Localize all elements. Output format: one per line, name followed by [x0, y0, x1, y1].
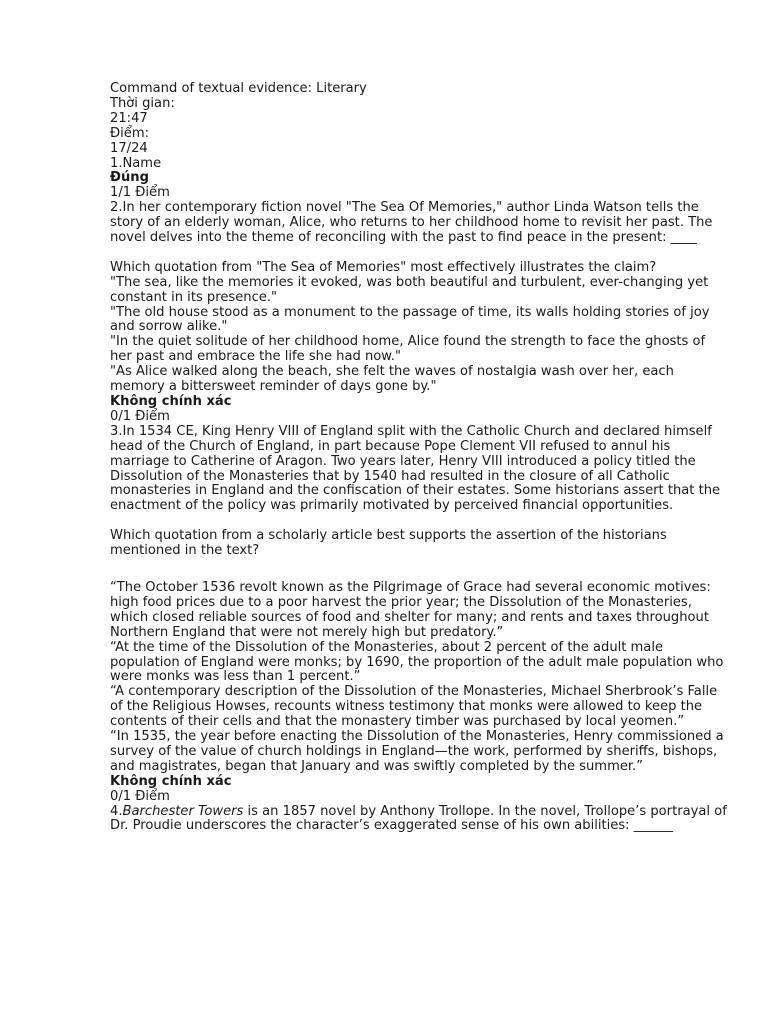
q1-points: 1/1 Điểm	[110, 185, 170, 201]
spacer	[110, 246, 730, 261]
q2-points: 0/1 Điểm	[110, 408, 170, 424]
q1-label: 1.Name	[110, 155, 162, 171]
q4-passage	[110, 805, 730, 835]
q2-option-1: "The sea, like the memories it evoked, was both beautiful and turbulent, ever-changing yet constant in its presence."	[110, 274, 709, 305]
spacer	[110, 514, 730, 529]
q2-passage: 2.In her contemporary fiction novel "The Sea Of Memories," author Linda Watson tells the story of an elderly woman, Alice, who returns to her childhood home to revisit her past. The novel delves into the theme of reconciling with the past to find peace in the present: ____	[110, 200, 713, 246]
q2-option-2: "The old house stood as a monument to the passage of time, its walls holding stories of joy and sorrow alike."	[110, 304, 710, 335]
q2-result: Không chính xác	[110, 394, 232, 410]
document-page	[110, 82, 730, 834]
q4-passage-text: is an 1857 novel by Anthony Trollope. In the novel, Trollope’s portrayal of Dr. Proudie underscores the character’s exaggerated sense of his own abilities: ______	[110, 803, 727, 834]
q1-result: Đúng	[110, 170, 149, 186]
q3-question: Which quotation from a scholarly article best supports the assertion of the historians mentioned in the text?	[110, 528, 667, 559]
time-label: Thời gian:	[110, 95, 175, 111]
q3-option-1: “The October 1536 revolt known as the Pilgrimage of Grace had several economic motives: high food prices due to a poor harvest the prior year; the Dissolution of the Monasteries, which closed reliable sources of food and shelter for many; and rents and taxes throughout Northern England that were not merely high but predatory.”	[110, 579, 711, 640]
q2-option-3: "In the quiet solitude of her childhood home, Alice found the strength to face the ghosts of her past and embrace the life she had now."	[110, 334, 706, 365]
q2-option-4: "As Alice walked along the beach, she felt the waves of nostalgia wash over her, each memory a bittersweet reminder of days gone by."	[110, 364, 674, 395]
q3-passage: 3.In 1534 CE, King Henry VIII of England split with the Catholic Church and declared himself head of the Church of England, in part because Pope Clement VII refused to annul his marriage to Catherine of Aragon. Two years later, Henry VIII introduced a policy titled the Dissolution of the Monasteries that by 1540 had resulted in the closure of all Catholic monasteries in England and the confiscation of their estates. Some historians assert that the enactment of the policy was primarily motivated by perceived financial opportunities.	[110, 423, 721, 514]
q3-points: 0/1 Điểm	[110, 788, 170, 804]
quiz-title: Command of textual evidence: Literary	[110, 81, 367, 96]
q3-option-4: “In 1535, the year before enacting the Dissolution of the Monasteries, Henry commissioned a survey of the value of church holdings in England—the work, performed by sheriffs, bishops, and magistrates, began that January and was swiftly completed by the summer.”	[110, 729, 724, 774]
score-value: 17/24	[110, 140, 148, 156]
q4-number: 4.	[110, 803, 123, 819]
q3-result: Không chính xác	[110, 773, 232, 789]
q4-novel-title: Barchester Towers	[122, 803, 244, 819]
q3-option-3: “A contemporary description of the Dissolution of the Monasteries, Michael Sherbrook’s Falle of the Religious Howses, recounts witness testimony that monks were allowed to keep the contents of their cells and that the monastery timber was purchased by local yeomen.”	[110, 684, 718, 730]
score-label: Điểm:	[110, 125, 150, 141]
q3-option-2: “At the time of the Dissolution of the Monasteries, about 2 percent of the adult male population of England were monks; by 1690, the proportion of the adult male population who were monks was less than 1 percent.”	[110, 639, 724, 685]
spacer	[110, 559, 730, 581]
q2-question: Which quotation from "The Sea of Memories" most effectively illustrates the claim?	[110, 259, 657, 275]
time-value: 21:47	[110, 110, 148, 126]
